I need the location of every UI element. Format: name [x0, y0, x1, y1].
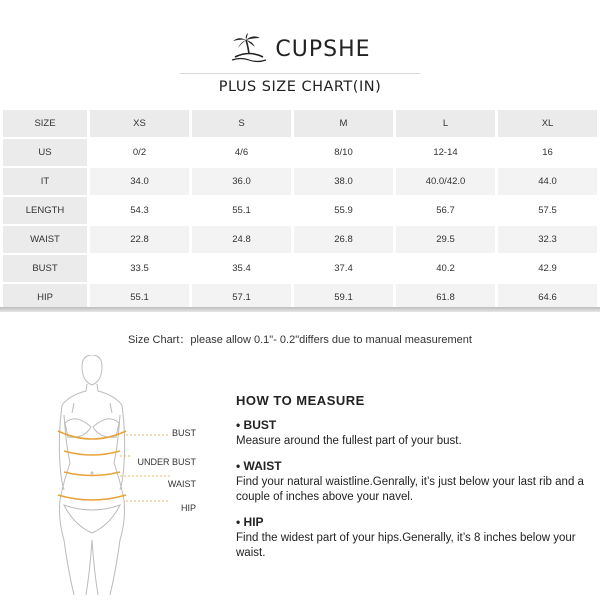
size-header-xs: XS	[90, 110, 189, 137]
row-label: IT	[3, 168, 87, 195]
size-header-l: L	[396, 110, 495, 137]
bust-label: BUST	[171, 428, 196, 438]
table-cell: 32.3	[498, 226, 597, 253]
bust-heading: • BUST	[236, 418, 277, 432]
table-row	[3, 139, 597, 166]
table-row	[3, 168, 597, 195]
table-cell: 57.5	[498, 197, 597, 224]
waist-label: WAIST	[167, 479, 196, 489]
table-cell: 61.8	[396, 284, 495, 311]
body-measurement-figure	[20, 355, 205, 595]
hip-label: HIP	[180, 503, 196, 513]
row-label: HIP	[3, 284, 87, 311]
waist-heading: • WAIST	[236, 459, 282, 473]
row-label: WAIST	[3, 226, 87, 253]
table-cell: 35.4	[192, 255, 291, 282]
size-header-m: M	[294, 110, 393, 137]
table-cell: 55.1	[192, 197, 291, 224]
row-label: LENGTH	[3, 197, 87, 224]
brand-name: CUPSHE	[275, 36, 371, 62]
row-label: US	[3, 139, 87, 166]
hip-heading: • HIP	[236, 515, 264, 529]
table-cell: 22.8	[90, 226, 189, 253]
table-cell: 38.0	[294, 168, 393, 195]
bust-text: Measure around the fullest part of your bust.	[236, 435, 462, 447]
table-cell: 55.9	[294, 197, 393, 224]
table-cell: 16	[498, 139, 597, 166]
table-row	[3, 226, 597, 253]
table-row	[3, 255, 597, 282]
table-cell: 24.8	[192, 226, 291, 253]
row-label: BUST	[3, 255, 87, 282]
table-cell: 26.8	[294, 226, 393, 253]
how-to-measure-title: HOW TO MEASURE	[236, 393, 365, 408]
table-cell: 34.0	[90, 168, 189, 195]
table-cell: 33.5	[90, 255, 189, 282]
table-cell: 40.2	[396, 255, 495, 282]
table-cell: 59.1	[294, 284, 393, 311]
size-header-xl: XL	[498, 110, 597, 137]
table-cell: 12-14	[396, 139, 495, 166]
table-cell: 37.4	[294, 255, 393, 282]
section-divider	[0, 307, 600, 312]
table-cell: 55.1	[90, 284, 189, 311]
table-cell: 54.3	[90, 197, 189, 224]
size-chart-table	[0, 108, 600, 313]
table-row	[3, 197, 597, 224]
table-cell: 40.0/42.0	[396, 168, 495, 195]
waist-instruction	[236, 459, 586, 505]
table-cell: 36.0	[192, 168, 291, 195]
table-cell: 56.7	[396, 197, 495, 224]
table-cell: 4/6	[192, 139, 291, 166]
table-cell: 44.0	[498, 168, 597, 195]
palm-tree-island-icon	[229, 33, 269, 65]
table-cell: 57.1	[192, 284, 291, 311]
table-cell: 29.5	[396, 226, 495, 253]
size-header-s: S	[192, 110, 291, 137]
brand-header	[0, 32, 600, 66]
title-rule	[180, 73, 420, 74]
size-column-header: SIZE	[3, 110, 87, 137]
table-cell: 8/10	[294, 139, 393, 166]
chart-title: PLUS SIZE CHART(IN)	[218, 79, 382, 95]
bust-instruction	[236, 418, 586, 449]
under-bust-label: UNDER BUST	[137, 457, 196, 467]
table-cell: 64.6	[498, 284, 597, 311]
waist-text: Find your natural waistline.Genrally, it’s just below your last rib and a couple of inches above your navel.	[236, 476, 584, 503]
measurement-note: Size Chart：please allow 0.1"- 0.2"differs due to manual measurement	[128, 334, 472, 346]
table-header-row	[3, 110, 597, 137]
hip-instruction	[236, 515, 586, 561]
table-cell: 0/2	[90, 139, 189, 166]
table-cell: 42.9	[498, 255, 597, 282]
hip-text: Find the widest part of your hips.Generally, it’s 8 inches below your waist.	[236, 532, 576, 559]
